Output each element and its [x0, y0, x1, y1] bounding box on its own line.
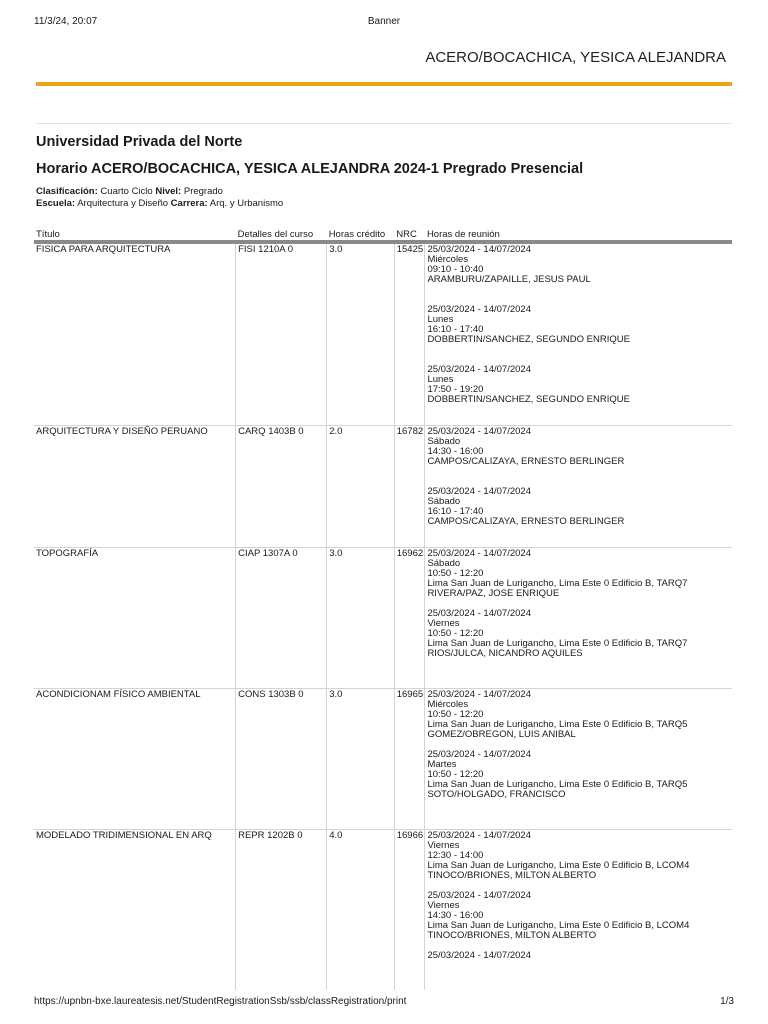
meeting-line: 25/03/2024 - 14/07/2024: [427, 689, 531, 700]
meeting-line: 25/03/2024 - 14/07/2024: [427, 830, 531, 841]
meeting-line: DOBBERTIN/SANCHEZ, SEGUNDO ENRIQUE: [427, 394, 630, 405]
table-row: [34, 426, 732, 548]
meeting-line: 14:30 - 16:00: [427, 446, 484, 457]
meeting-line: SOTO/HOLGADO, FRANCISCO: [427, 789, 566, 800]
meeting-line: 25/03/2024 - 14/07/2024: [427, 304, 531, 315]
classification-value: Cuarto Ciclo: [100, 186, 153, 197]
meeting-line: ARAMBURU/ZAPAILLE, JESUS PAUL: [427, 274, 591, 285]
meeting-block: [427, 365, 730, 425]
meeting-line: 10:50 - 12:20: [427, 709, 484, 720]
credit-hours-cell: 3.0: [327, 242, 395, 426]
meeting-line: Lima San Juan de Lurigancho, Lima Este 0 Edificio B, TARQ5: [427, 779, 688, 790]
meeting-line: 16:10 - 17:40: [427, 506, 484, 517]
meeting-line: RIOS/JULCA, NICANDRO AQUILES: [427, 648, 583, 659]
level-label: Nivel:: [155, 186, 182, 197]
meeting-line: TINOCO/BRIONES, MILTON ALBERTO: [427, 930, 597, 941]
meeting-line: Lima San Juan de Lurigancho, Lima Este 0 Edificio B, TARQ7: [427, 638, 688, 649]
meeting-line: 25/03/2024 - 14/07/2024: [427, 548, 531, 559]
meeting-line: CAMPOS/CALIZAYA, ERNESTO BERLINGER: [427, 516, 625, 527]
meeting-line: 16:10 - 17:40: [427, 324, 484, 335]
meeting-block: [427, 305, 730, 365]
meeting-times-cell: [425, 548, 732, 689]
meeting-line: 10:50 - 12:20: [427, 628, 484, 639]
course-title-cell: ACONDICIONAM FÍSICO AMBIENTAL: [34, 689, 236, 830]
schedule-table: [34, 229, 732, 990]
table-header-row: [34, 229, 732, 242]
course-details-cell: REPR 1202B 0: [236, 830, 327, 991]
nrc-cell: 16962: [394, 548, 425, 689]
course-details-cell: FISI 1210A 0: [236, 242, 327, 426]
print-header: [34, 16, 734, 30]
nrc-cell: 16965: [394, 689, 425, 830]
meeting-line: 12:30 - 14:00: [427, 850, 484, 861]
meeting-line: 10:50 - 12:20: [427, 568, 484, 579]
meeting-line: Miércoles: [427, 254, 469, 265]
meeting-line: 25/03/2024 - 14/07/2024: [427, 608, 531, 619]
meeting-block: [427, 951, 730, 990]
meeting-line: CAMPOS/CALIZAYA, ERNESTO BERLINGER: [427, 456, 625, 467]
print-datetime: 11/3/24, 20:07: [34, 16, 98, 27]
meeting-line: Miércoles: [427, 699, 469, 710]
meeting-block: [427, 690, 730, 750]
meeting-line: 09:10 - 10:40: [427, 264, 484, 275]
meeting-line: RIVERA/PAZ, JOSE ENRIQUE: [427, 588, 560, 599]
school-line: [36, 198, 283, 209]
schedule-title: Horario ACERO/BOCACHICA, YESICA ALEJANDRA 2024-1 Pregrado Presencial: [36, 161, 584, 177]
course-title-cell: FISICA PARA ARQUITECTURA: [34, 242, 236, 426]
meeting-line: GOMEZ/OBREGON, LUIS ANIBAL: [427, 729, 576, 740]
course-title-cell: ARQUITECTURA Y DISEÑO PERUANO: [34, 426, 236, 548]
accent-bar: [36, 82, 732, 86]
course-details-cell: CONS 1303B 0: [236, 689, 327, 830]
table-row: [34, 548, 732, 689]
header-meeting-times: Horas de reunión: [425, 229, 732, 242]
meeting-line: Lima San Juan de Lurigancho, Lima Este 0 Edificio B, TARQ5: [427, 719, 688, 730]
meeting-line: Viernes: [427, 840, 460, 851]
meeting-line: 25/03/2024 - 14/07/2024: [427, 890, 531, 901]
school-label: Escuela:: [36, 198, 76, 209]
meeting-times-cell: [425, 242, 732, 426]
meeting-line: Sábado: [427, 436, 461, 447]
meeting-block: [427, 831, 730, 891]
meeting-line: 25/03/2024 - 14/07/2024: [427, 244, 531, 255]
meeting-line: 25/03/2024 - 14/07/2024: [427, 749, 531, 760]
meeting-line: Viernes: [427, 618, 460, 629]
credit-hours-cell: 3.0: [327, 548, 395, 689]
meeting-block: [427, 427, 730, 487]
meeting-block: [427, 487, 730, 547]
course-title-cell: MODELADO TRIDIMENSIONAL EN ARQ: [34, 830, 236, 991]
meeting-line: Sábado: [427, 558, 461, 569]
schedule-table-wrapper: [34, 229, 732, 990]
classification-label: Clasificación:: [36, 186, 98, 197]
meeting-line: 25/03/2024 - 14/07/2024: [427, 486, 531, 497]
table-row: [34, 689, 732, 830]
header-title: Título: [34, 229, 236, 242]
header-credit-hours: Horas crédito: [327, 229, 395, 242]
meeting-line: Lima San Juan de Lurigancho, Lima Este 0 Edificio B, LCOM4: [427, 860, 690, 871]
meeting-block: [427, 609, 730, 669]
meeting-line: TINOCO/BRIONES, MILTON ALBERTO: [427, 870, 597, 881]
page-url: https://upnbn-bxe.laureatesis.net/StudentRegistrationSsb/ssb/classRegistration/print: [34, 996, 407, 1007]
header-nrc: NRC: [394, 229, 425, 242]
meeting-line: 25/03/2024 - 14/07/2024: [427, 426, 531, 437]
meeting-block: [427, 245, 730, 305]
university-name: Universidad Privada del Norte: [36, 134, 243, 150]
meeting-line: Sábado: [427, 496, 461, 507]
meeting-times-cell: [425, 830, 732, 991]
meeting-line: DOBBERTIN/SANCHEZ, SEGUNDO ENRIQUE: [427, 334, 630, 345]
meeting-line: Martes: [427, 759, 457, 770]
nrc-cell: 15425: [394, 242, 425, 426]
credit-hours-cell: 3.0: [327, 689, 395, 830]
meeting-block: [427, 891, 730, 951]
meeting-line: Lunes: [427, 374, 454, 385]
meeting-times-cell: [425, 689, 732, 830]
career-value: Arq. y Urbanismo: [209, 198, 284, 209]
meeting-line: Lima San Juan de Lurigancho, Lima Este 0 Edificio B, LCOM4: [427, 920, 690, 931]
meeting-line: 25/03/2024 - 14/07/2024: [427, 364, 531, 375]
meeting-line: Lunes: [427, 314, 454, 325]
divider: [36, 123, 732, 124]
table-row: [34, 242, 732, 426]
meeting-block: [427, 750, 730, 810]
course-details-cell: CARQ 1403B 0: [236, 426, 327, 548]
nrc-cell: 16966: [394, 830, 425, 991]
meeting-line: 17:50 - 19:20: [427, 384, 484, 395]
page-number: 1/3: [720, 996, 734, 1007]
credit-hours-cell: 4.0: [327, 830, 395, 991]
level-value: Pregrado: [183, 186, 223, 197]
meeting-block: [427, 549, 730, 609]
course-details-cell: CIAP 1307A 0: [236, 548, 327, 689]
meeting-line: Lima San Juan de Lurigancho, Lima Este 0 Edificio B, TARQ7: [427, 578, 688, 589]
meeting-line: 25/03/2024 - 14/07/2024: [427, 950, 531, 961]
table-row: [34, 830, 732, 991]
header-course-details: Detalles del curso: [236, 229, 327, 242]
meeting-line: 10:50 - 12:20: [427, 769, 484, 780]
career-label: Carrera:: [170, 198, 208, 209]
nrc-cell: 16782: [394, 426, 425, 548]
table-body: [34, 242, 732, 990]
student-name-banner: ACERO/BOCACHICA, YESICA ALEJANDRA: [425, 49, 726, 66]
print-title: Banner: [367, 16, 401, 27]
school-value: Arquitectura y Diseño: [77, 198, 169, 209]
credit-hours-cell: 2.0: [327, 426, 395, 548]
meeting-line: Viernes: [427, 900, 460, 911]
meeting-line: 14:30 - 16:00: [427, 910, 484, 921]
classification-line: [36, 186, 223, 197]
meeting-times-cell: [425, 426, 732, 548]
course-title-cell: TOPOGRAFÍA: [34, 548, 236, 689]
